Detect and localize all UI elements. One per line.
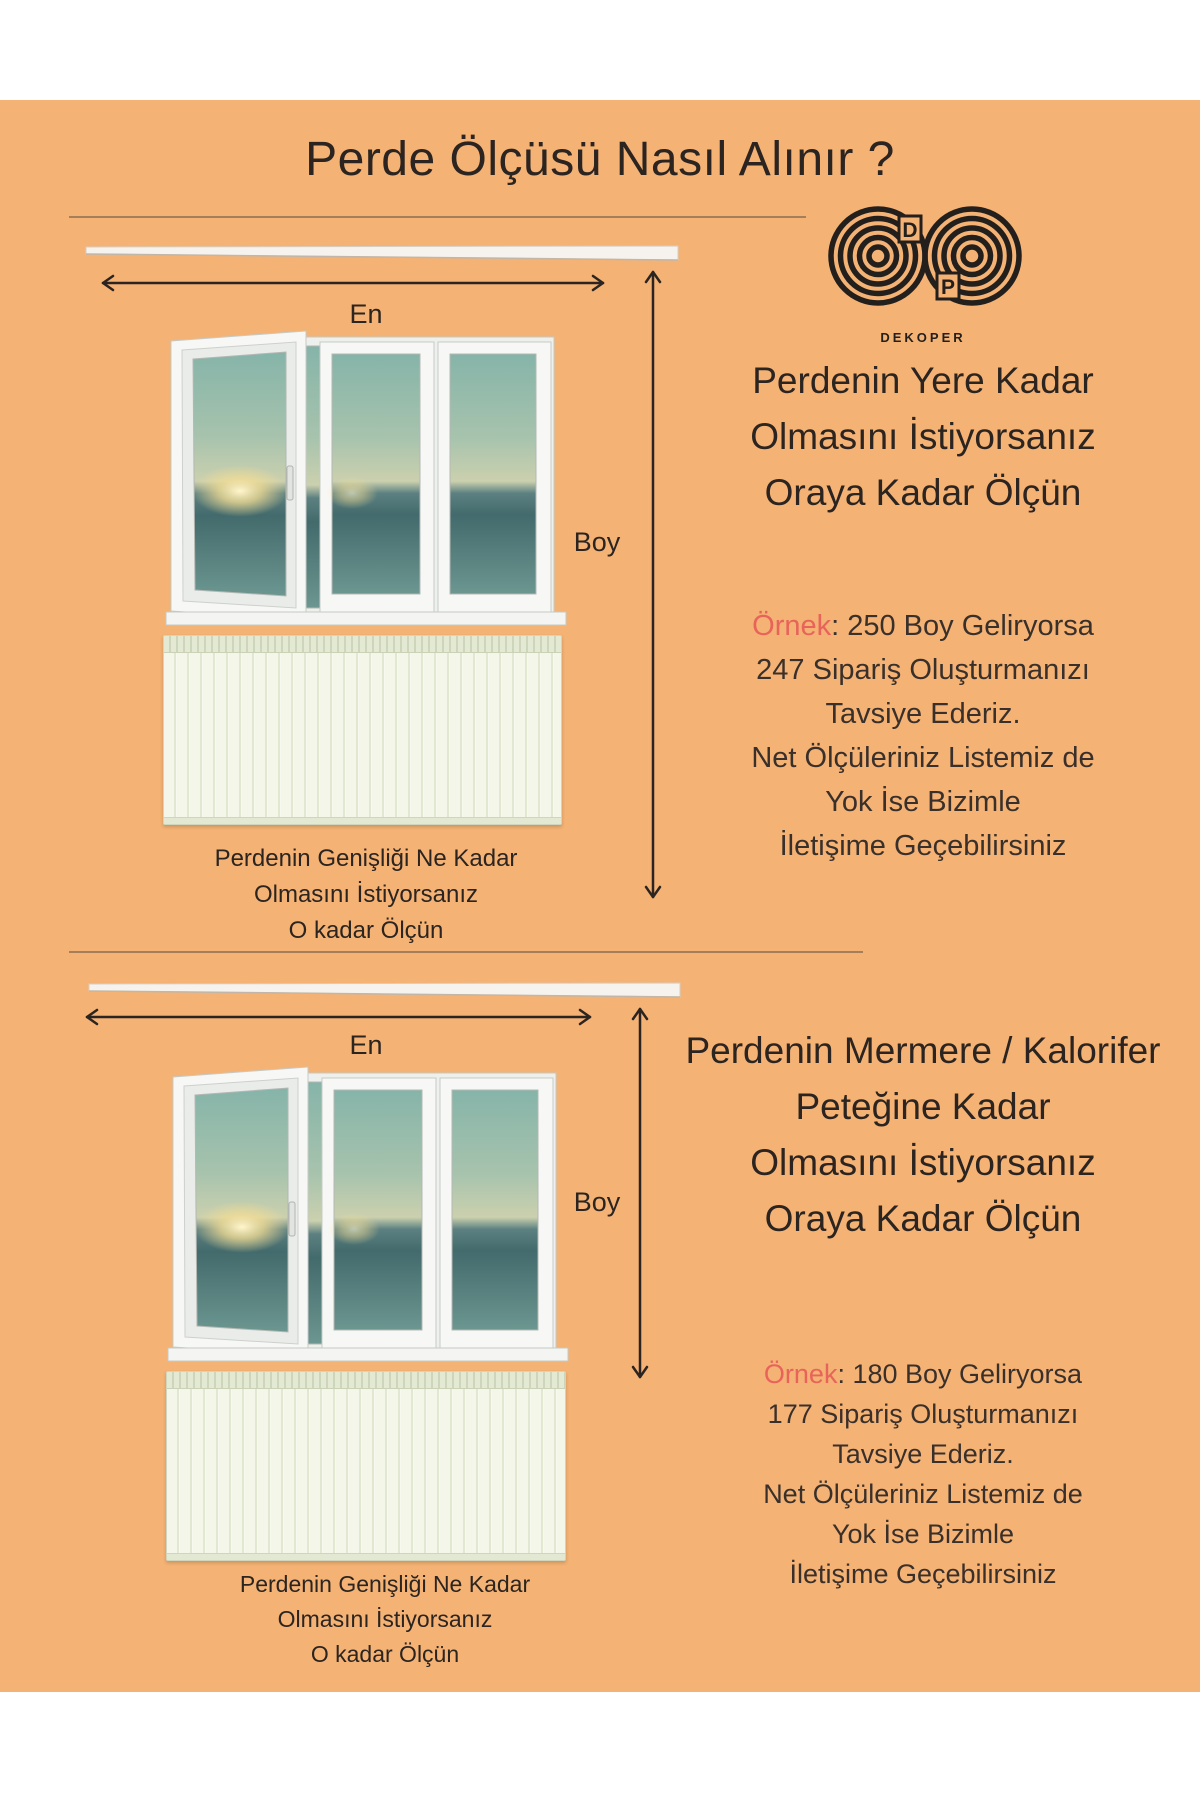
window-right-glass bbox=[450, 354, 536, 594]
example-note-2 bbox=[703, 1354, 1143, 1594]
section-heading-2 bbox=[663, 1023, 1183, 1247]
caption-line: O kadar Ölçün bbox=[310, 1641, 460, 1667]
window-sill bbox=[168, 1348, 568, 1361]
window-sill bbox=[166, 612, 566, 625]
height-label-2: Boy bbox=[573, 1187, 621, 1217]
caption-line: Perdenin Genişliği Ne Kadar bbox=[214, 845, 518, 872]
width-label-2: En bbox=[349, 1030, 383, 1060]
heading-line: Peteğine Kadar bbox=[795, 1086, 1051, 1127]
radiator-illustration-2 bbox=[166, 1371, 566, 1561]
heading-line: Olmasını İstiyorsanız bbox=[750, 1142, 1096, 1183]
sun-glow bbox=[194, 1201, 290, 1253]
sun-glow-middle bbox=[326, 477, 378, 509]
heading-line: Perdenin Mermere / Kalorifer bbox=[685, 1030, 1161, 1071]
example-line: Yok İse Bizimle bbox=[831, 1519, 1015, 1549]
radiator-grille bbox=[167, 1372, 565, 1389]
dekoper-spiral-logo-icon bbox=[820, 198, 1030, 318]
example-label: Örnek bbox=[752, 610, 832, 642]
heading-line: Olmasını İstiyorsanız bbox=[750, 416, 1096, 457]
window-right-glass bbox=[452, 1090, 538, 1330]
logo-wordmark: DEKOPER bbox=[880, 330, 966, 345]
example-text: : 250 Boy Geliryorsa bbox=[831, 610, 1094, 642]
heading-line: Oraya Kadar Ölçün bbox=[764, 1198, 1082, 1239]
example-label: Örnek bbox=[763, 1359, 838, 1389]
caption-line: Perdenin Genişliği Ne Kadar bbox=[239, 1571, 531, 1597]
radiator-fins bbox=[164, 653, 561, 818]
page-title: Perde Ölçüsü Nasıl Alınır ? bbox=[305, 133, 895, 186]
radiator-grille bbox=[164, 636, 561, 653]
example-line: Yok İse Bizimle bbox=[825, 786, 1021, 818]
window-middle-glass bbox=[334, 1090, 422, 1330]
diagram-caption-1 bbox=[186, 841, 546, 949]
window-handle-icon bbox=[287, 466, 293, 500]
section-heading-1 bbox=[663, 353, 1183, 521]
example-line-first bbox=[703, 604, 1143, 648]
sun-glow bbox=[192, 465, 288, 517]
example-line: Net Ölçüleriniz Listemiz de bbox=[763, 1479, 1083, 1509]
example-line: İletişime Geçebilirsiniz bbox=[779, 830, 1067, 862]
example-line: İletişime Geçebilirsiniz bbox=[789, 1559, 1057, 1589]
window-illustration-1 bbox=[160, 328, 570, 628]
radiator-illustration-1 bbox=[163, 635, 562, 825]
window-illustration-2 bbox=[162, 1064, 572, 1364]
heading-line: Oraya Kadar Ölçün bbox=[764, 472, 1082, 513]
radiator-base bbox=[167, 1553, 565, 1560]
example-line-first bbox=[703, 1354, 1143, 1394]
example-line: Net Ölçüleriniz Listemiz de bbox=[751, 742, 1095, 774]
height-label-1: Boy bbox=[573, 527, 621, 557]
window-handle-icon bbox=[289, 1202, 295, 1236]
window-middle-glass bbox=[332, 354, 420, 594]
diagram-caption-2 bbox=[205, 1567, 565, 1672]
example-line: Tavsiye Ederiz. bbox=[832, 1439, 1014, 1469]
example-note-1 bbox=[703, 604, 1143, 868]
logo-letter-d: D bbox=[902, 219, 918, 242]
caption-line: Olmasını İstiyorsanız bbox=[253, 881, 479, 908]
example-line: 247 Sipariş Oluşturmanızı bbox=[756, 654, 1090, 686]
logo-letter-p: P bbox=[940, 276, 956, 299]
caption-line: O kadar Ölçün bbox=[288, 917, 444, 944]
radiator-fins bbox=[167, 1389, 565, 1554]
example-line: Tavsiye Ederiz. bbox=[825, 698, 1021, 730]
example-line: 177 Sipariş Oluşturmanızı bbox=[767, 1399, 1079, 1429]
radiator-base bbox=[164, 817, 561, 824]
caption-line: Olmasını İstiyorsanız bbox=[277, 1606, 493, 1632]
heading-line: Perdenin Yere Kadar bbox=[752, 360, 1094, 401]
sun-glow-middle bbox=[328, 1213, 380, 1245]
width-label-1: En bbox=[349, 299, 383, 329]
example-text: : 180 Boy Geliryorsa bbox=[837, 1359, 1083, 1389]
